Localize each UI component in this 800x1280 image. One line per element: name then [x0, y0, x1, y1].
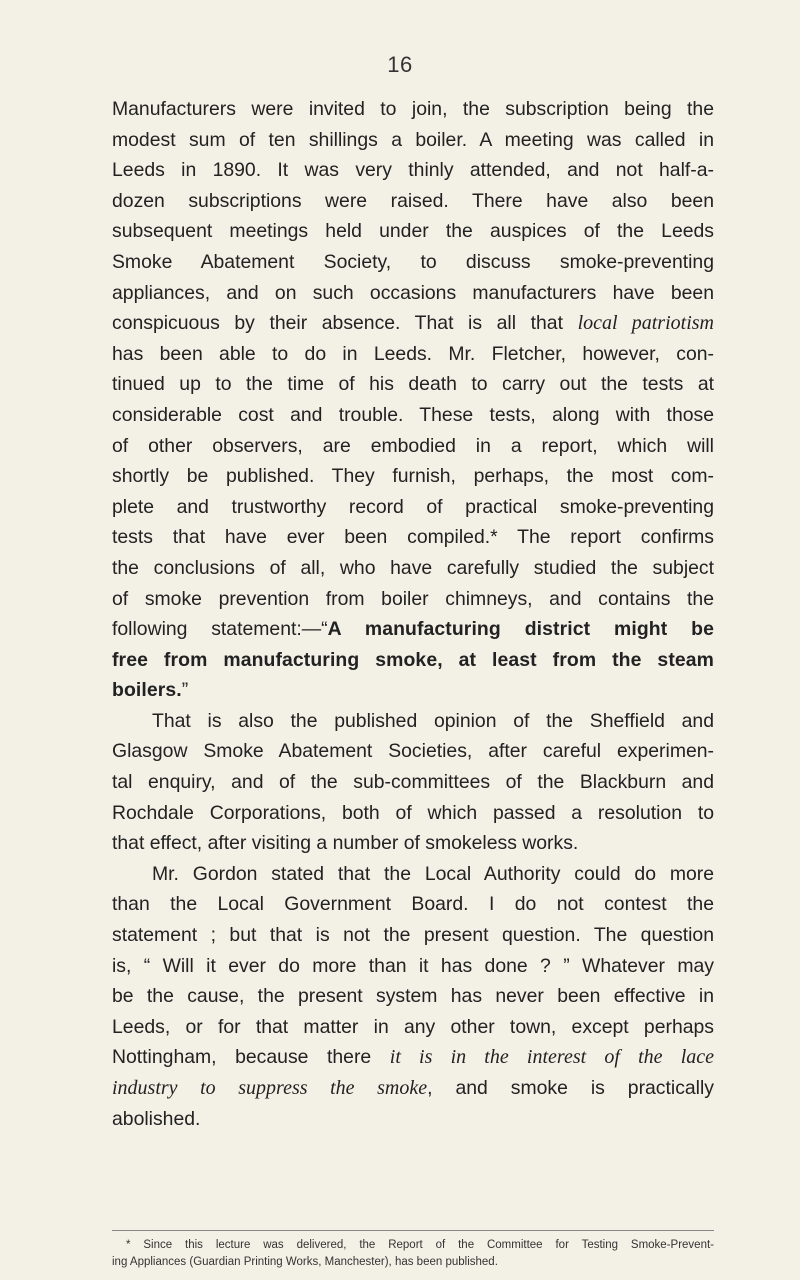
text-segment: modest sum of ten shillings a boiler. A meeting was called in — [112, 128, 714, 151]
text-segment: plete and trustworthy record of practical smoke-preventing — [112, 495, 714, 518]
footnote-divider — [112, 1230, 714, 1231]
footnote-line: ing Appliances (Guardian Printing Works, Manchester), has been published. — [112, 1256, 498, 1268]
page-number: 16 — [387, 52, 413, 77]
text-segment: appliances, and on such occasions manufacturers have been — [112, 281, 714, 304]
text-line — [112, 247, 714, 278]
text-segment: Glasgow Smoke Abatement Societies, after careful experimen- — [112, 740, 714, 763]
bold-text: free from manufacturing smoke, at least from the steam — [112, 648, 714, 671]
text-segment: Smoke Abatement Society, to discuss smoke-preventing — [112, 250, 714, 273]
text-segment: , and smoke is practically — [427, 1077, 714, 1099]
text-segment: has been able to do in Leeds. Mr. Fletcher, however, con- — [112, 342, 714, 365]
text-line — [112, 736, 714, 767]
text-line — [112, 798, 714, 829]
text-line — [112, 400, 714, 431]
italic-text: it is in the interest of the lace — [389, 1046, 715, 1069]
text-line — [112, 339, 714, 370]
text-line — [112, 492, 714, 523]
text-segment: abolished. — [112, 1107, 201, 1130]
text-segment: considerable cost and trouble. These tests, along with those — [112, 403, 714, 426]
text-line — [112, 1104, 714, 1135]
text-segment: Leeds, or for that matter in any other town, except perhaps — [112, 1015, 714, 1038]
text-line — [112, 828, 714, 859]
text-line — [112, 369, 714, 400]
text-line — [112, 308, 714, 339]
text-line — [112, 706, 714, 737]
italic-text: industry to suppress the smoke — [112, 1077, 428, 1099]
footnote — [112, 1237, 714, 1271]
body-text — [112, 94, 714, 1134]
text-segment: tests that have ever been compiled.* The report confirms — [112, 526, 714, 549]
text-segment: Leeds in 1890. It was very thinly attended, and not half-a- — [112, 159, 714, 182]
text-segment: Manufacturers were invited to join, the subscription being the — [112, 98, 714, 120]
text-segment: tal enquiry, and of the sub-committees of the Blackburn and — [112, 771, 714, 794]
text-line — [112, 889, 714, 920]
text-line — [112, 216, 714, 247]
text-line — [112, 584, 714, 615]
text-line — [112, 1073, 714, 1104]
text-line — [112, 1012, 714, 1043]
text-segment: conspicuous by their absence. That is all that — [112, 312, 578, 335]
text-segment: is, “ Will it ever do more than it has done ? ” Whatever may — [112, 954, 714, 977]
text-line — [112, 125, 714, 156]
text-line — [112, 645, 714, 676]
text-segment: than the Local Government Board. I do not contest the — [112, 893, 714, 916]
text-segment: be the cause, the present system has never been effective in — [112, 985, 714, 1008]
text-line — [112, 522, 714, 553]
text-line — [112, 951, 714, 982]
text-line — [112, 675, 714, 706]
bold-text: A manufacturing district might be — [327, 618, 714, 641]
text-line — [112, 859, 714, 890]
text-line — [112, 767, 714, 798]
text-segment: of other observers, are embodied in a report, which will — [112, 434, 714, 457]
text-line — [112, 614, 714, 645]
italic-text: local patriotism — [577, 312, 714, 335]
text-segment: following statement:—“ — [112, 618, 328, 641]
text-line — [112, 278, 714, 309]
text-segment: statement ; but that is not the present question. The question — [112, 924, 714, 947]
text-line — [112, 920, 714, 951]
text-line — [112, 155, 714, 186]
text-segment: of smoke prevention from boiler chimneys, and contains the — [112, 587, 714, 610]
text-segment: dozen subscriptions were raised. There have also been — [112, 189, 714, 212]
text-line — [112, 981, 714, 1012]
text-segment: Nottingham, because there — [112, 1046, 390, 1069]
text-segment: Rochdale Corporations, both of which passed a resolution to — [112, 801, 714, 824]
text-line — [112, 553, 714, 584]
text-line — [112, 1042, 714, 1073]
text-line — [112, 186, 714, 217]
text-segment: that effect, after visiting a number of smokeless works. — [112, 832, 579, 855]
text-segment: That is also the published opinion of the Sheffield and — [152, 709, 714, 732]
text-line — [112, 461, 714, 492]
text-segment: tinued up to the time of his death to carry out the tests at — [112, 373, 714, 396]
text-line — [112, 94, 714, 125]
text-segment: the conclusions of all, who have carefully studied the subject — [112, 556, 714, 579]
text-segment: ” — [181, 679, 189, 702]
text-segment: shortly be published. They furnish, perhaps, the most com- — [112, 465, 714, 488]
bold-text: boilers. — [112, 679, 182, 702]
text-segment: subsequent meetings held under the auspices of the Leeds — [112, 220, 714, 243]
text-segment: Mr. Gordon stated that the Local Authority could do more — [152, 862, 714, 885]
text-line — [112, 431, 714, 462]
footnote-line: * Since this lecture was delivered, the Report of the Committee for Testing Smoke-Prevent- — [126, 1239, 714, 1251]
